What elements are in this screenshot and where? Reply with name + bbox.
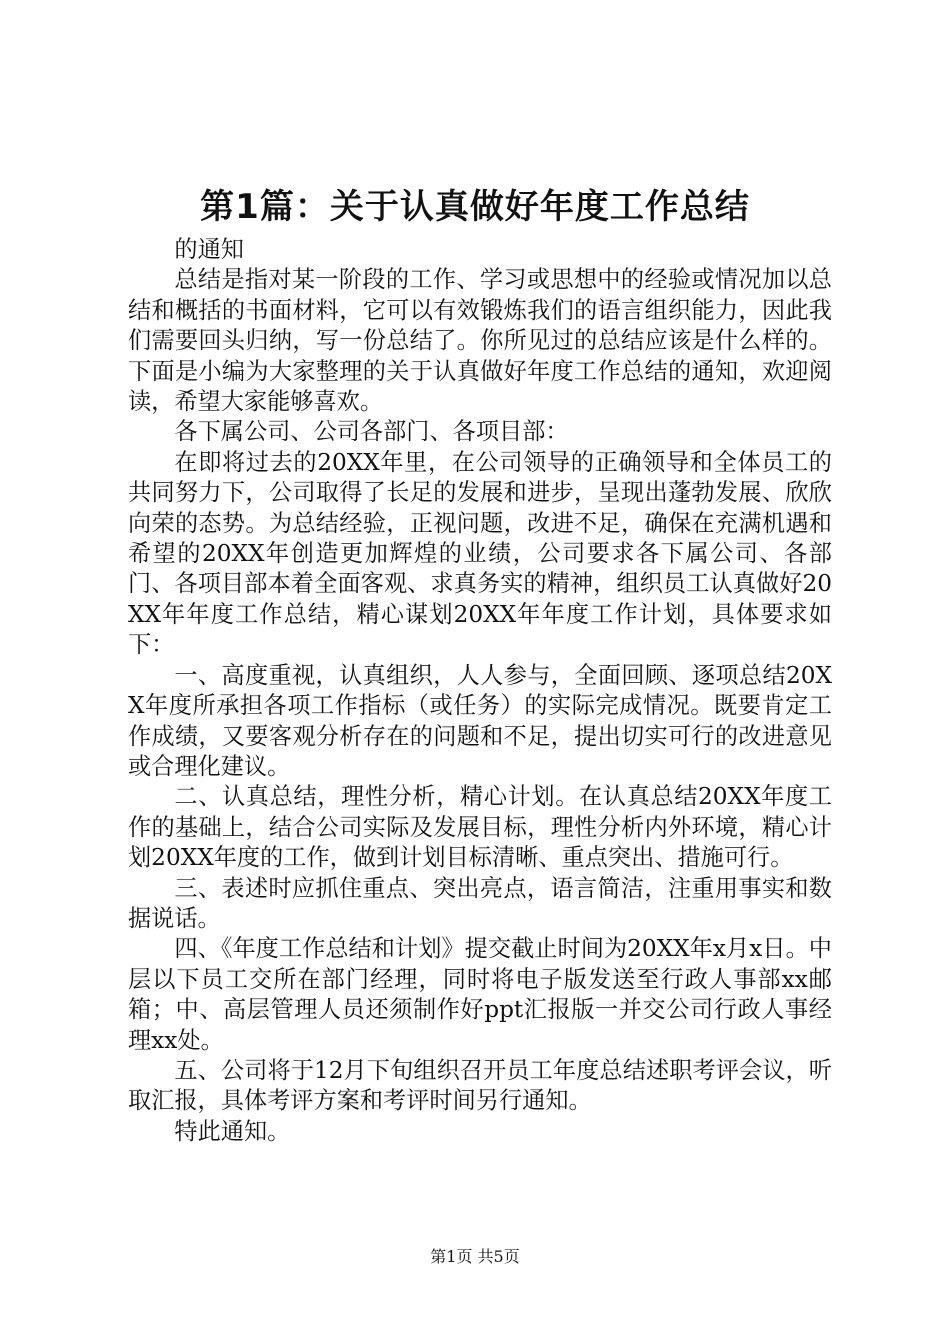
document-body — [128, 235, 832, 1147]
paragraph-item-5: 五、公司将于12月下旬组织召开员工年度总结述职考评会议，听取汇报，具体考评方案和考评时间另行通知。 — [128, 1056, 832, 1115]
paragraph-salutation: 各下属公司、公司各部门、各项目部： — [174, 418, 569, 446]
paragraph-background: 在即将过去的20XX年里，在公司领导的正确领导和全体员工的共同努力下，公司取得了长足的发展和进步，呈现出蓬勃发展、欣欣向荣的态势。为总结经验，正视问题，改进不足，确保在充满机遇和希望的20XX年创造更加辉煌的业绩，公司要求各下属公司、各部门、各项目部本着全面客观、求真务实的精神，组织员工认真做好20XX年年度工作总结，精心谋划20XX年年度工作计划，具体要求如下： — [128, 448, 832, 659]
paragraph-item-4: 四、《年度工作总结和计划》提交截止时间为20XX年x月x日。中层以下员工交所在部门经理，同时将电子版发送至行政人事部xx邮箱；中、高层管理人员还须制作好ppt汇报版一并交公司行政人事经理xx处。 — [128, 935, 832, 1054]
paragraph-item-1: 一、高度重视，认真组织，人人参与，全面回顾、逐项总结20XX年度所承担各项工作指标（或任务）的实际完成情况。既要肯定工作成绩，又要客观分析存在的问题和不足，提出切实可行的改进意见或合理化建议。 — [128, 661, 832, 780]
paragraph-title-continuation: 的通知 — [174, 236, 244, 263]
paragraph-closing: 特此通知。 — [174, 1117, 291, 1145]
page-footer: 第1页 共5页 — [430, 1247, 520, 1266]
document-title: 第1篇：关于认真做好年度工作总结 — [200, 187, 750, 227]
paragraph-item-3: 三、表述时应抓住重点、突出亮点，语言简洁，注重用事实和数据说话。 — [128, 874, 832, 932]
paragraph-intro: 总结是指对某一阶段的工作、学习或思想中的经验或情况加以总结和概括的书面材料，它可以有效锻炼我们的语言组织能力，因此我们需要回头归纳，写一份总结了。你所见过的总结应该是什么样的。下面是小编为大家整理的关于认真做好年度工作总结的通知，欢迎阅读，希望大家能够喜欢。 — [128, 266, 832, 416]
paragraph-item-2: 二、认真总结，理性分析，精心计划。在认真总结20XX年度工作的基础上，结合公司实际及发展目标，理性分析内外环境，精心计划20XX年度的工作，做到计划目标清晰、重点突出、措施可行。 — [128, 783, 832, 872]
